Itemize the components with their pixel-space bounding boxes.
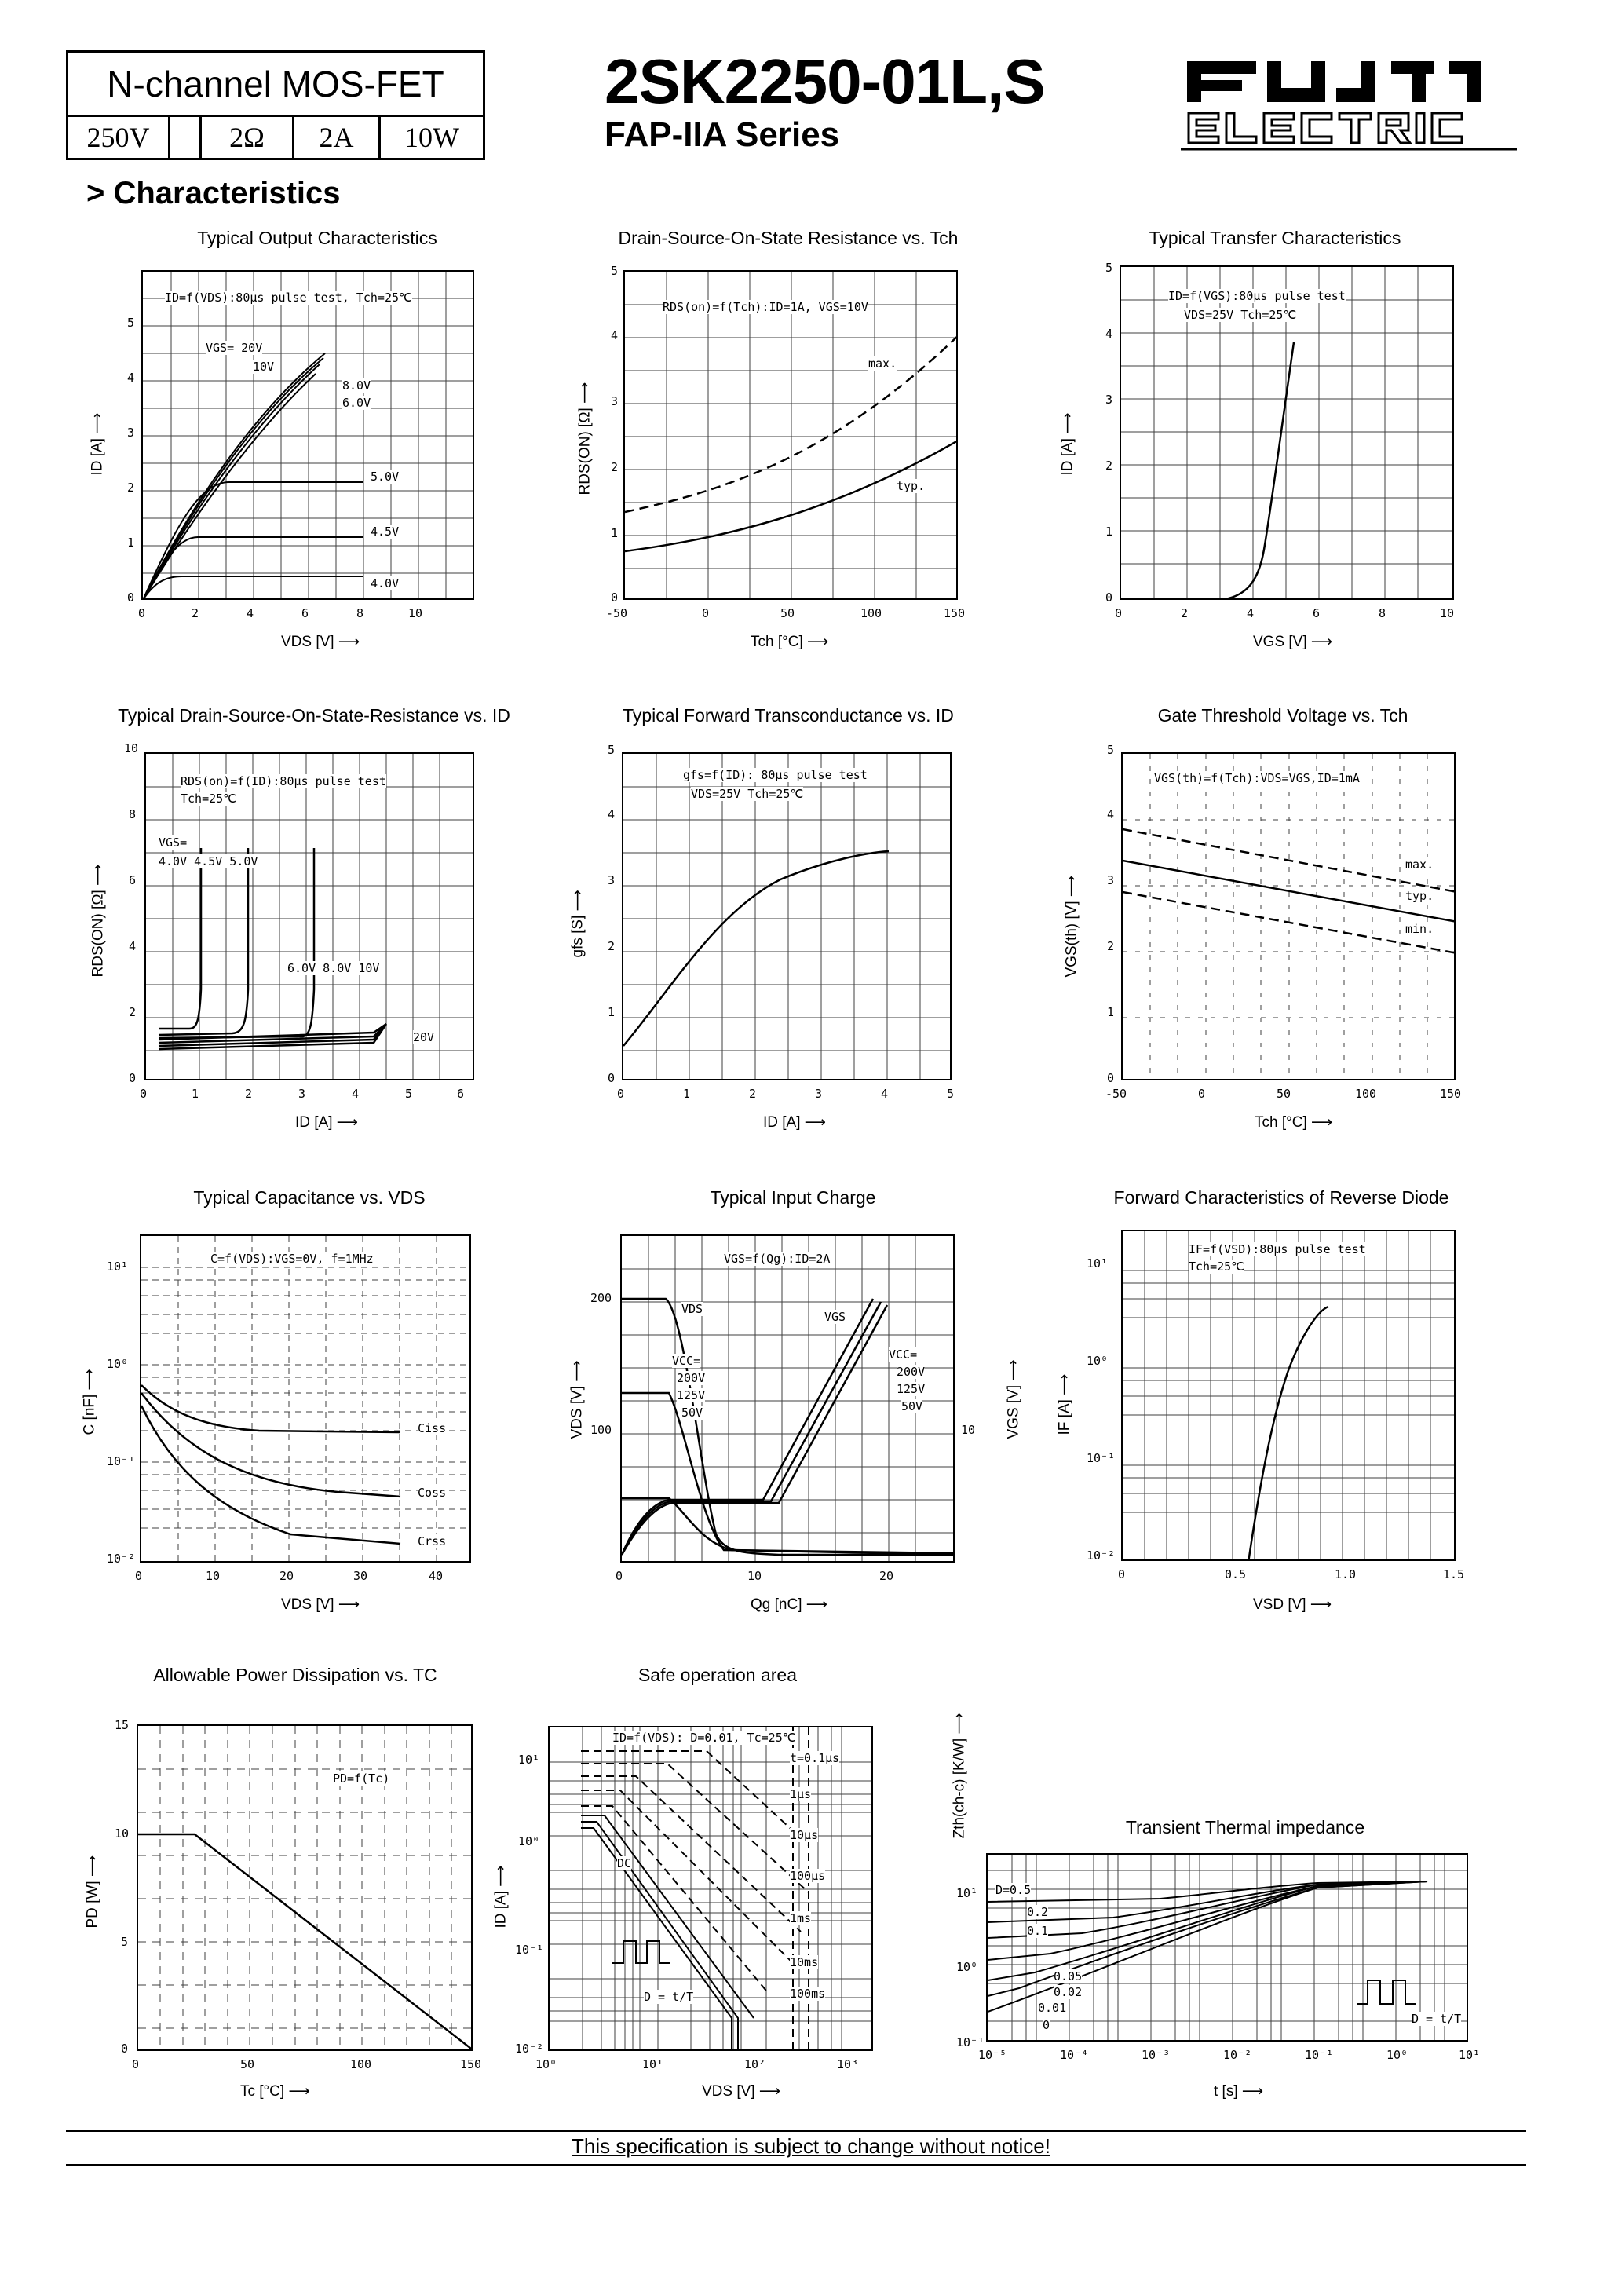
chart3-ytick: 2: [1105, 459, 1113, 473]
chart3-ytick: 1: [1105, 525, 1113, 539]
chart6-ylabel: VGS(th) [V] ⟶: [1062, 875, 1080, 978]
chart2-label-typ: typ.: [897, 479, 926, 493]
chart8-label-vcc-right: VCC=: [889, 1347, 918, 1362]
chart8-label-125v-left: 125V: [677, 1388, 706, 1402]
chart10-xtick: 0: [132, 2057, 140, 2071]
chart10-plot: [137, 1724, 473, 2051]
chart12-duty-formula: D = t/T: [1412, 2012, 1462, 2026]
chart4-ylabel: RDS(ON) [Ω] ⟶: [89, 864, 107, 978]
chart11-ytick: 10¹: [518, 1753, 540, 1767]
chart8-label-vgs: VGS: [824, 1310, 846, 1324]
chart1-ytick: 1: [127, 536, 135, 550]
chart8-y2tick: 10: [961, 1423, 976, 1437]
chart7-ytick: 10⁰: [107, 1357, 129, 1371]
chart1-xtick: 0: [138, 606, 146, 620]
chart2-title: Drain-Source-On-State Resistance vs. Tch: [618, 228, 959, 248]
chart6-label-min: min.: [1405, 922, 1434, 936]
chart10-xtick: 100: [350, 2057, 372, 2071]
chart3-plot: [1120, 265, 1454, 600]
chart1-xtick: 10: [408, 606, 423, 620]
chart3-ytick: 0: [1105, 590, 1113, 605]
chart5-plot: [622, 752, 952, 1080]
chart4-xtick: 0: [140, 1087, 148, 1101]
chart4-ytick: 10: [124, 741, 139, 755]
chart6-xtick: 0: [1198, 1087, 1206, 1101]
chart9-ytick: 10⁻¹: [1087, 1451, 1116, 1465]
chart6-xtick: 150: [1440, 1087, 1462, 1101]
chart1-ytick: 3: [127, 426, 135, 440]
chart11-ytick: 10⁰: [518, 1834, 540, 1848]
fuji-electric-logo: [1179, 57, 1518, 160]
chart3-condition2: VDS=25V Tch=25℃: [1184, 308, 1297, 322]
chart12-ytick: 10⁻¹: [956, 2035, 985, 2049]
chart5-ytick: 0: [608, 1071, 616, 1085]
chart10-ytick: 10: [115, 1826, 130, 1841]
chart1-label-20v: VGS= 20V: [206, 341, 263, 355]
chart8-label-vcc-left: VCC=: [672, 1354, 701, 1368]
chart4-label-low: 4.0V 4.5V 5.0V: [159, 854, 258, 868]
chart11-plot: [548, 1726, 873, 2051]
chart1-label-5v: 5.0V: [371, 470, 400, 484]
chart4-xtick: 5: [405, 1087, 413, 1101]
ratings-row: [68, 117, 483, 158]
chart1-svg: [143, 272, 474, 600]
chart6-condition: VGS(th)=f(Tch):VDS=VGS,ID=1mA: [1154, 771, 1360, 785]
chart9-condition2: Tch=25℃: [1189, 1260, 1245, 1274]
chart9-ytick: 10¹: [1087, 1256, 1109, 1270]
chart6-label-max: max.: [1405, 857, 1434, 872]
chart5-ylabel: gfs [S] ⟶: [568, 890, 586, 958]
chart6-label-typ: typ.: [1405, 889, 1434, 903]
chart3-ytick: 5: [1105, 261, 1113, 275]
chart11-label-dc: DC: [617, 1856, 632, 1870]
chart2-ytick: 5: [611, 264, 619, 278]
chart4-ytick: 2: [129, 1005, 137, 1019]
chart5-condition: gfs=f(ID): 80μs pulse test: [683, 768, 868, 782]
chart12-ylabel: Zth(ch-c) [K/W] ⟶: [950, 1713, 968, 1839]
chart3-xtick: 8: [1379, 606, 1386, 620]
chart1-xtick: 8: [356, 606, 364, 620]
chart10-xtick: 50: [240, 2057, 255, 2071]
chart6-xtick: 50: [1277, 1087, 1291, 1101]
chart11-label-100us: 100μs: [790, 1869, 826, 1883]
chart8-label-50v-right: 50V: [901, 1399, 923, 1413]
chart7-xtick: 40: [429, 1569, 444, 1583]
chart11-label-100ms: 100ms: [790, 1987, 826, 2001]
chart9-ytick: 10⁰: [1087, 1354, 1109, 1368]
chart12-label-d005: 0.05: [1054, 1969, 1083, 1983]
chart1-ytick: 0: [127, 590, 135, 605]
chart12-ytick: 10⁰: [956, 1960, 978, 1974]
chart9-condition: IF=f(VSD):80μs pulse test: [1189, 1242, 1366, 1256]
chart2-ytick: 2: [611, 460, 619, 474]
chart6-xtick: -50: [1105, 1087, 1127, 1101]
chart11-title: Safe operation area: [637, 1665, 798, 1685]
chart5-xtick: 3: [815, 1087, 823, 1101]
chart11-condition: ID=f(VDS): D=0.01, Tc=25℃: [612, 1731, 796, 1745]
chart2-ytick: 3: [611, 394, 619, 408]
chart10-xtick: 150: [460, 2057, 482, 2071]
chart4-title: Typical Drain-Source-On-State-Resistance vs. ID: [118, 705, 510, 726]
chart10-ytick: 5: [121, 1935, 129, 1949]
chart6-ytick: 1: [1107, 1005, 1115, 1019]
chart7-label-crss: Crss: [418, 1534, 447, 1548]
chart1-ylabel: ID [A] ⟶: [88, 412, 106, 476]
chart1-xtick: 2: [192, 606, 199, 620]
chart3-title: Typical Transfer Characteristics: [1149, 228, 1401, 248]
chart8-plot: [620, 1234, 955, 1563]
chart4-ytick: 6: [129, 873, 137, 887]
chart3-xtick: 10: [1440, 606, 1455, 620]
chart1-label-45v: 4.5V: [371, 525, 400, 539]
chart12-label-d01: 0.1: [1027, 1924, 1049, 1938]
chart1-condition: ID=f(VDS):80μs pulse test, Tch=25℃: [165, 291, 412, 305]
rating-resistance: 2Ω: [202, 117, 294, 158]
footer-note: This specification is subject to change without notice!: [572, 2134, 1050, 2158]
chart6-ytick: 0: [1107, 1071, 1115, 1085]
chart11-label-1ms: 1ms: [790, 1911, 812, 1925]
chart11-label-01us: t=0.1μs: [790, 1751, 840, 1765]
chart4-ytick: 0: [129, 1071, 137, 1085]
chart12-label-d05: D=0.5: [995, 1883, 1032, 1897]
chart3-ytick: 4: [1105, 327, 1113, 341]
chart7-condition: C=f(VDS):VGS=0V, f=1MHz: [210, 1252, 374, 1266]
chart11-duty-formula: D = t/T: [644, 1990, 694, 2004]
chart8-label-vds: VDS: [681, 1302, 703, 1316]
chart5-xlabel: ID [A] ⟶: [763, 1113, 827, 1131]
chart6-ytick: 4: [1107, 807, 1115, 821]
chart9-xtick: 1.0: [1335, 1567, 1357, 1581]
chart2-xtick: 50: [780, 606, 795, 620]
chart12-label-d0: 0: [1043, 2018, 1050, 2032]
chart7-label-coss: Coss: [418, 1486, 447, 1500]
chart2-ytick: 4: [611, 328, 619, 342]
chart8-condition: VGS=f(Qg):ID=2A: [724, 1252, 831, 1266]
chart10-condition: PD=f(Tc): [333, 1771, 390, 1786]
chart4-label-20v: 20V: [413, 1030, 435, 1044]
section-title: > Characteristics: [86, 176, 341, 210]
chart5-condition2: VDS=25V Tch=25℃: [691, 787, 804, 801]
chart4-xtick: 6: [457, 1087, 465, 1101]
chart11-label-10ms: 10ms: [790, 1955, 819, 1969]
chart12-label-d002: 0.02: [1054, 1985, 1083, 1999]
chart12-xtick: 10⁰: [1386, 2048, 1408, 2062]
chart4-ytick: 8: [129, 807, 137, 821]
chart6-title: Gate Threshold Voltage vs. Tch: [1157, 705, 1408, 726]
chart12-xtick: 10¹: [1459, 2048, 1481, 2062]
chart6-ytick: 5: [1107, 743, 1115, 757]
chart2-xtick: 150: [944, 606, 966, 620]
chart1-label-6v: 6.0V: [342, 396, 371, 410]
chart11-xtick: 10⁰: [535, 2057, 557, 2071]
chart12-label-d02: 0.2: [1027, 1905, 1049, 1919]
chart3-ylabel: ID [A] ⟶: [1058, 412, 1076, 476]
chart2-condition: RDS(on)=f(Tch):ID=1A, VGS=10V: [663, 300, 868, 314]
chart8-xlabel: Qg [nC] ⟶: [751, 1596, 828, 1613]
chart11-label-1us: 1μs: [790, 1787, 812, 1801]
chart10-ytick: 15: [115, 1718, 130, 1732]
rating-voltage: 250V: [68, 117, 170, 158]
chart4-condition2: Tch=25℃: [181, 792, 237, 806]
chart9-ylabel: IF [A] ⟶: [1055, 1373, 1073, 1435]
chart4-ytick: 4: [129, 939, 137, 953]
chart5-xtick: 1: [683, 1087, 691, 1101]
chart6-xlabel: Tch [°C] ⟶: [1255, 1113, 1333, 1131]
chart7-xtick: 0: [135, 1569, 143, 1583]
chart8-xtick: 20: [879, 1569, 894, 1583]
chart2-xtick: -50: [606, 606, 628, 620]
chart7-label-ciss: Ciss: [418, 1421, 447, 1435]
chart4-xtick: 2: [245, 1087, 253, 1101]
chart5-xtick: 5: [947, 1087, 955, 1101]
chart12-label-d001: 0.01: [1038, 2001, 1067, 2015]
chart12-xtick: 10⁻¹: [1305, 2048, 1334, 2062]
chart5-title: Typical Forward Transconductance vs. ID: [623, 705, 954, 726]
chart12-xtick: 10⁻⁵: [978, 2048, 1007, 2062]
rating-current: 2A: [294, 117, 381, 158]
chart1-xtick: 4: [247, 606, 254, 620]
chart5-ytick: 4: [608, 807, 616, 821]
chart6-plot: [1121, 752, 1456, 1080]
chart2-plot: [623, 270, 958, 600]
chart9-plot: [1121, 1230, 1456, 1561]
chart8-xtick: 10: [747, 1569, 762, 1583]
chart10-title: Allowable Power Dissipation vs. TC: [153, 1665, 437, 1685]
chart11-xlabel: VDS [V] ⟶: [702, 2082, 781, 2100]
chart11-ytick: 10⁻¹: [515, 1943, 544, 1957]
chart4-label-high: 6.0V 8.0V 10V: [287, 961, 380, 975]
series-name: FAP-IIA Series: [605, 115, 840, 154]
chart4-xtick: 3: [298, 1087, 306, 1101]
chart12-xtick: 10⁻²: [1223, 2048, 1252, 2062]
chart1-plot: [141, 270, 474, 600]
chart4-xlabel: ID [A] ⟶: [295, 1113, 359, 1131]
chart1-label-10v: 10V: [253, 360, 275, 374]
chart5-ytick: 1: [608, 1005, 616, 1019]
chart11-xtick: 10²: [744, 2057, 766, 2071]
chart5-xtick: 4: [881, 1087, 889, 1101]
chart9-xtick: 0: [1118, 1567, 1126, 1581]
chart12-title: Transient Thermal impedance: [1125, 1817, 1365, 1837]
chart1-xlabel: VDS [V] ⟶: [281, 633, 360, 650]
chart7-ytick: 10⁻¹: [107, 1454, 136, 1468]
chart11-label-10us: 10μs: [790, 1828, 819, 1842]
chart4-xtick: 4: [352, 1087, 360, 1101]
chart9-xtick: 1.5: [1443, 1567, 1465, 1581]
chart3-xtick: 4: [1247, 606, 1255, 620]
chart1-xtick: 6: [301, 606, 309, 620]
chart8-ylabel-vgs: VGS [V] ⟶: [1004, 1359, 1022, 1439]
chart7-ytick: 10⁻²: [107, 1552, 136, 1566]
chart12-plot: [986, 1853, 1468, 2042]
chart4-plot: [144, 752, 474, 1080]
chart3-xtick: 6: [1313, 606, 1321, 620]
chart7-xtick: 30: [353, 1569, 368, 1583]
chart10-ytick: 0: [121, 2042, 129, 2056]
chart3-condition: ID=f(VGS):80μs pulse test: [1168, 289, 1346, 303]
chart6-xtick: 100: [1355, 1087, 1377, 1101]
chart7-xlabel: VDS [V] ⟶: [281, 1596, 360, 1613]
chart1-ytick: 4: [127, 371, 135, 385]
chart3-ytick: 3: [1105, 393, 1113, 407]
chart2-ytick: 0: [611, 590, 619, 605]
chart12-ytick: 10¹: [956, 1886, 978, 1900]
chart5-ytick: 3: [608, 873, 616, 887]
chart8-label-50v-left: 50V: [681, 1406, 703, 1420]
chart3-xtick: 2: [1181, 606, 1189, 620]
chart6-ytick: 2: [1107, 939, 1115, 953]
chart2-label-max: max.: [868, 356, 897, 371]
chart11-ylabel: ID [A] ⟶: [491, 1865, 510, 1929]
chart2-xlabel: Tch [°C] ⟶: [751, 633, 829, 650]
chart9-title: Forward Characteristics of Reverse Diode: [1113, 1187, 1449, 1208]
chart8-ytick: 200: [590, 1291, 612, 1305]
chart1-label-8v: 8.0V: [342, 378, 371, 393]
chart5-xtick: 0: [617, 1087, 625, 1101]
chart10-xlabel: Tc [°C] ⟶: [240, 2082, 310, 2100]
chart3-xtick: 0: [1115, 606, 1123, 620]
chart7-title: Typical Capacitance vs. VDS: [193, 1187, 426, 1208]
chart5-ytick: 5: [608, 743, 616, 757]
chart11-ytick: 10⁻²: [515, 2042, 544, 2056]
chart3-xlabel: VGS [V] ⟶: [1253, 633, 1333, 650]
chart4-condition: RDS(on)=f(ID):80μs pulse test: [181, 774, 386, 788]
chart5-xtick: 2: [749, 1087, 757, 1101]
chart2-ylabel: RDS(ON) [Ω] ⟶: [575, 382, 594, 495]
chart11-xtick: 10¹: [642, 2057, 664, 2071]
chart4-xtick: 1: [192, 1087, 199, 1101]
chart7-xtick: 20: [279, 1569, 294, 1583]
chart12-xtick: 10⁻⁴: [1060, 2048, 1089, 2062]
chart2-xtick: 100: [860, 606, 882, 620]
chart8-ytick: 100: [590, 1423, 612, 1437]
chart11-xtick: 10³: [837, 2057, 859, 2071]
chart7-plot: [140, 1234, 471, 1563]
chart2-xtick: 0: [702, 606, 710, 620]
footer-rule-bottom: [66, 2164, 1526, 2166]
chart1-ytick: 2: [127, 481, 135, 495]
chart8-label-200v-left: 200V: [677, 1371, 706, 1385]
chart9-xlabel: VSD [V] ⟶: [1253, 1596, 1332, 1613]
chart8-label-125v-right: 125V: [897, 1382, 926, 1396]
chart1-title: Typical Output Characteristics: [197, 228, 437, 248]
chart1-label-4v: 4.0V: [371, 576, 400, 590]
part-number: 2SK2250-01L,S: [605, 46, 1045, 116]
chart8-ylabel-vds: VDS [V] ⟶: [568, 1360, 586, 1439]
chart12-xlabel: t [s] ⟶: [1214, 2082, 1264, 2100]
chart7-ytick: 10¹: [107, 1260, 129, 1274]
chart1-ytick: 5: [127, 316, 135, 330]
chart5-ytick: 2: [608, 939, 616, 953]
rating-box: [66, 50, 485, 160]
chart7-xtick: 10: [206, 1569, 221, 1583]
chart4-label-vgs: VGS=: [159, 835, 188, 850]
chart6-ytick: 3: [1107, 873, 1115, 887]
chart12-xtick: 10⁻³: [1142, 2048, 1171, 2062]
chart8-xtick: 0: [616, 1569, 623, 1583]
chart8-label-200v-right: 200V: [897, 1365, 926, 1379]
device-type: N-channel MOS-FET: [68, 53, 483, 117]
rating-spacer: [170, 117, 202, 158]
chart9-ytick: 10⁻²: [1087, 1548, 1116, 1563]
footer-rule-top: [66, 2130, 1526, 2132]
rating-power: 10W: [404, 122, 459, 153]
chart10-ylabel: PD [W] ⟶: [83, 1855, 101, 1929]
chart2-ytick: 1: [611, 526, 619, 540]
chart9-xtick: 0.5: [1225, 1567, 1247, 1581]
chart8-title: Typical Input Charge: [710, 1187, 876, 1208]
chart7-ylabel: C [nF] ⟶: [80, 1369, 98, 1435]
